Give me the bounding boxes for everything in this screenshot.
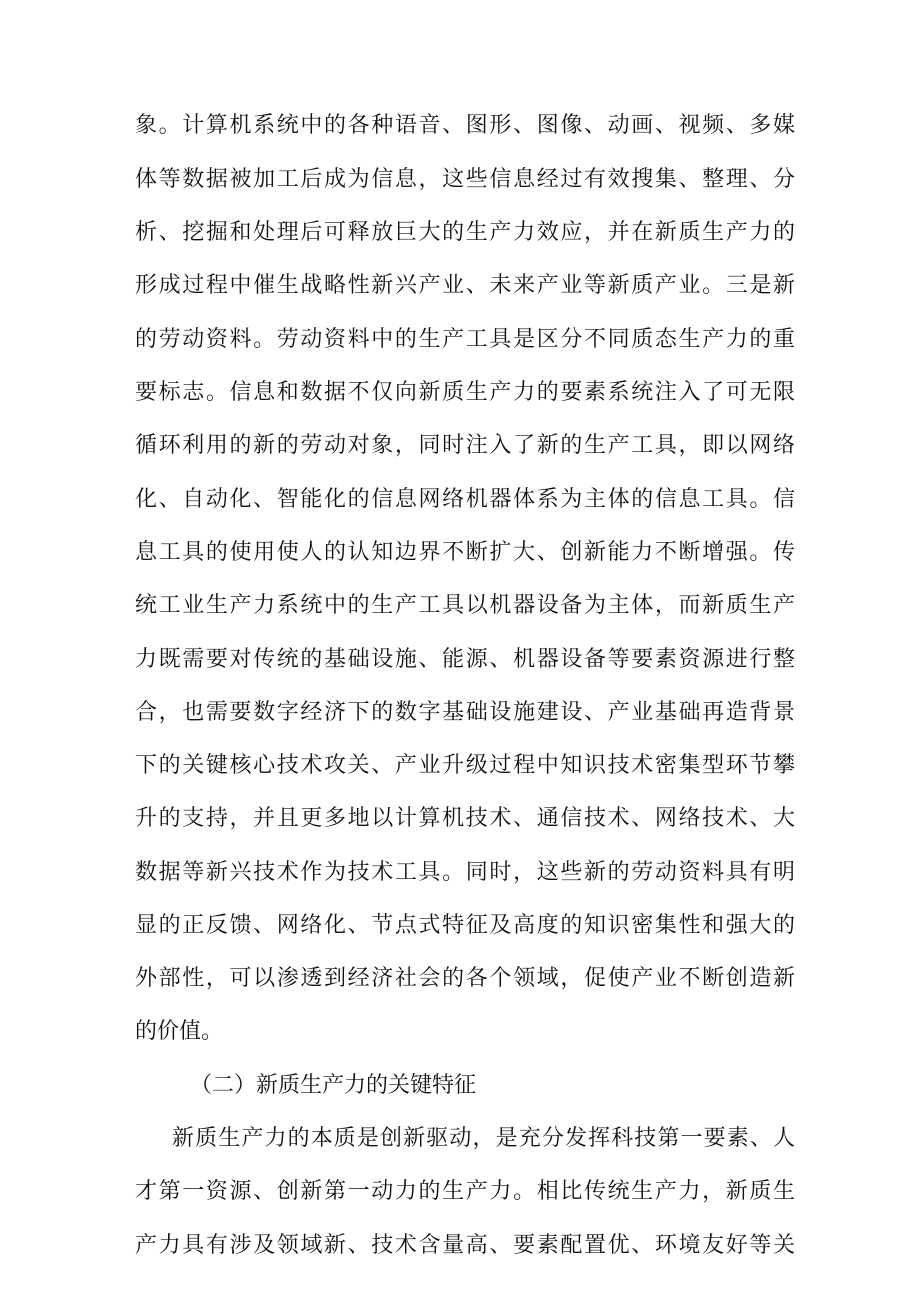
paragraph-line: 化、自动化、智能化的信息网络机器体系为主体的信息工具。信 bbox=[135, 487, 795, 512]
paragraph-line: 要标志。信息和数据不仅向新质生产力的要素系统注入了可无限 bbox=[135, 380, 795, 405]
paragraph-line: 息工具的使用使人的认知边界不断扩大、创新能力不断增强。传 bbox=[135, 540, 795, 565]
paragraph-line: 析、挖掘和处理后可释放巨大的生产力效应，并在新质生产力的 bbox=[135, 220, 795, 245]
paragraph-line: 显的正反馈、网络化、节点式特征及高度的知识密集性和强大的 bbox=[135, 913, 795, 938]
paragraph-line: 力既需要对传统的基础设施、能源、机器设备等要素资源进行整 bbox=[135, 647, 795, 672]
paragraph-line: 新质生产力的本质是创新驱动，是充分发挥科技第一要素、人 bbox=[172, 1126, 795, 1151]
paragraph-line: 体等数据被加工后成为信息，这些信息经过有效搜集、整理、分 bbox=[135, 167, 795, 192]
paragraph-line: 下的关键核心技术攻关、产业升级过程中知识技术密集型环节攀 bbox=[135, 753, 795, 778]
paragraph-line: 才第一资源、创新第一动力的生产力。相比传统生产力，新质生 bbox=[135, 1179, 795, 1204]
paragraph-line: 数据等新兴技术作为技术工具。同时，这些新的劳动资料具有明 bbox=[135, 860, 795, 885]
paragraph-line: 的劳动资料。劳动资料中的生产工具是区分不同质态生产力的重 bbox=[135, 327, 795, 352]
section-heading: （二）新质生产力的关键特征 bbox=[190, 1073, 477, 1098]
paragraph-line: 产力具有涉及领域新、技术含量高、要素配置优、环境友好等关 bbox=[135, 1233, 795, 1258]
paragraph-line: 象。计算机系统中的各种语音、图形、图像、动画、视频、多媒 bbox=[135, 113, 795, 138]
paragraph-line: 循环利用的新的劳动对象，同时注入了新的生产工具，即以网络 bbox=[135, 433, 795, 458]
paragraph-line: 的价值。 bbox=[135, 1019, 224, 1044]
paragraph-line: 形成过程中催生战略性新兴产业、未来产业等新质产业。三是新 bbox=[135, 273, 795, 298]
paragraph-line: 外部性，可以渗透到经济社会的各个领域，促使产业不断创造新 bbox=[135, 966, 795, 991]
paragraph-line: 合，也需要数字经济下的数字基础设施建设、产业基础再造背景 bbox=[135, 700, 795, 725]
paragraph-line: 升的支持，并且更多地以计算机技术、通信技术、网络技术、大 bbox=[135, 806, 795, 831]
paragraph-line: 统工业生产力系统中的生产工具以机器设备为主体，而新质生产 bbox=[135, 593, 795, 618]
